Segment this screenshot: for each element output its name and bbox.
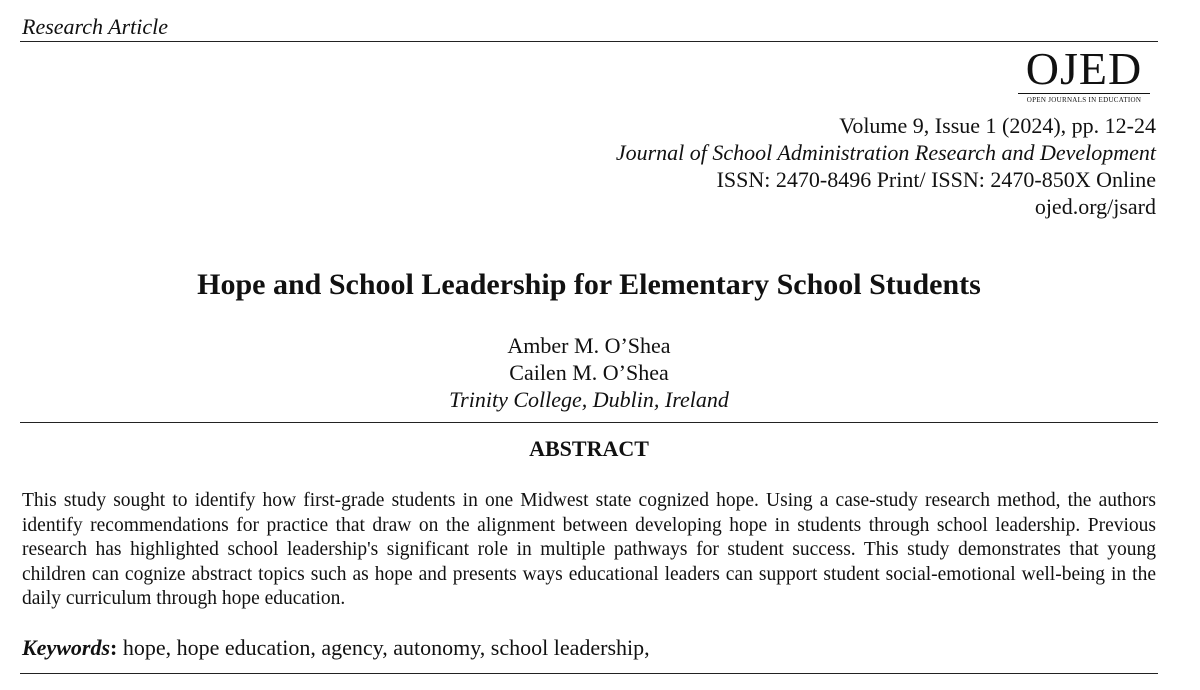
issn-line: ISSN: 2470-8496 Print/ ISSN: 2470-850X Online (716, 167, 1156, 192)
abstract-top-divider (20, 422, 1158, 423)
journal-url: ojed.org/jsard (1034, 194, 1156, 219)
author-name: Amber M. O’Shea (507, 333, 671, 358)
article-type-label: Research Article (22, 14, 169, 39)
author-name: Cailen M. O’Shea (509, 360, 669, 385)
header-divider (20, 41, 1158, 42)
keywords-bottom-divider (20, 673, 1158, 674)
abstract-text: This study sought to identify how first-grade students in one Midwest state cognized hope. Using a case-study research method, the authors identify recommendations for practice that draw on the alignment between developing hope in students through school leadership. Previous research has highlighted school leadership's significant role in multiple pathways for student success. This study demonstrates that young children can cognize abstract topics such as hope and presents ways educational leaders can support student social-emotional well-being in the daily curriculum through hope education. (22, 490, 1156, 609)
keywords-colon: : (110, 635, 118, 660)
paper-title: Hope and School Leadership for Elementary School Students (197, 268, 981, 301)
volume-issue-pages: Volume 9, Issue 1 (2024), pp. 12-24 (839, 113, 1156, 138)
keywords-list: hope, hope education, agency, autonomy, school leadership, (117, 635, 650, 660)
journal-name: Journal of School Administration Research and Development (615, 140, 1156, 165)
logo-mark: OJED (1025, 43, 1143, 94)
keywords-line (22, 635, 650, 661)
ojed-logo (1010, 43, 1158, 104)
logo-subtitle: OPEN JOURNALS IN EDUCATION (1026, 96, 1142, 104)
author-affiliation: Trinity College, Dublin, Ireland (449, 387, 729, 412)
keywords-label: Keywords (22, 635, 110, 660)
author-block (0, 332, 1178, 413)
abstract-heading: ABSTRACT (529, 436, 649, 461)
journal-info (616, 112, 1156, 220)
